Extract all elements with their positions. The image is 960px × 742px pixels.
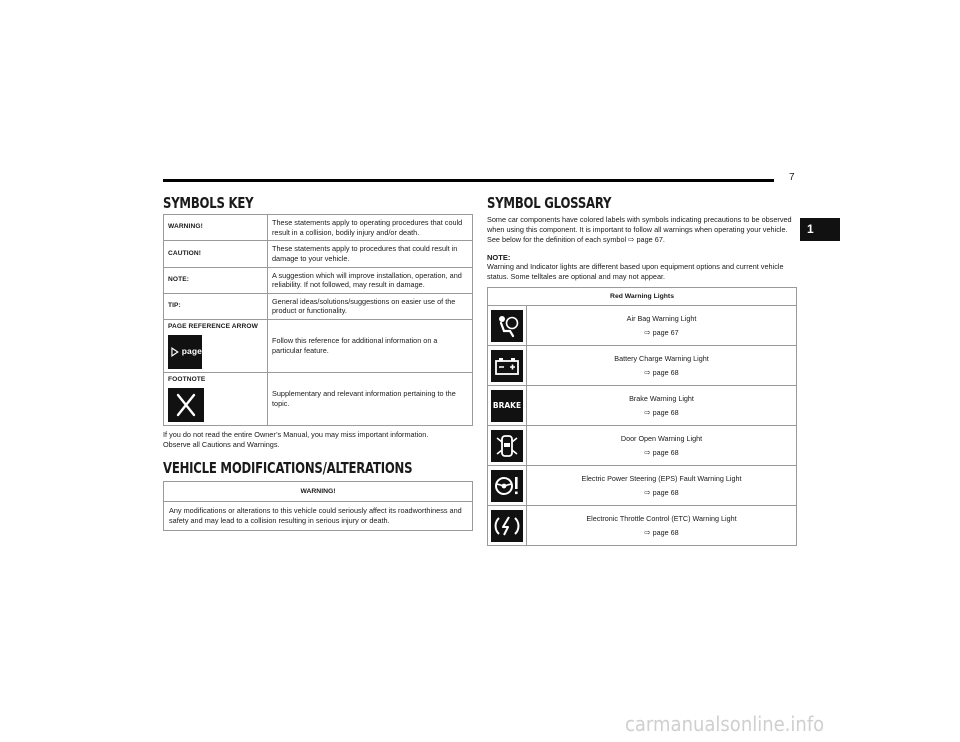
table-row <box>488 306 797 346</box>
table-row <box>164 502 473 531</box>
modifications-title: VEHICLE MODIFICATIONS/ALTERATIONS <box>163 459 413 477</box>
page-number: 7 <box>789 172 795 183</box>
brake-icon <box>491 390 523 422</box>
airbag-icon <box>491 310 523 342</box>
page-arrow-icon: ⇨ <box>628 235 635 245</box>
page-arrow-icon: ⇨ <box>644 527 651 537</box>
page-arrow-icon: ⇨ <box>644 407 651 417</box>
item-name: Brake Warning Light <box>629 394 694 403</box>
warning-text: Any modifications or alterations to this vehicle could seriously affect its roadworthiness and safety and may lead to a collision resulting in serious injury or death. <box>164 502 473 531</box>
table-row <box>488 466 797 506</box>
table-row <box>164 372 473 426</box>
table-row <box>164 267 473 293</box>
table-row <box>488 386 797 426</box>
modifications-warning-table <box>163 481 473 531</box>
glossary-intro <box>487 215 799 246</box>
brake-icon-text: BRAKE <box>492 401 522 410</box>
notice-line-2: Observe all Cautions and Warnings. <box>163 440 280 450</box>
table-row <box>488 426 797 466</box>
page-ref-link[interactable]: page 68 <box>652 407 679 417</box>
term-warning: WARNING! <box>164 215 268 241</box>
item-name: Electronic Throttle Control (ETC) Warning Light <box>586 514 737 523</box>
page-arrow-icon: ⇨ <box>644 327 651 337</box>
term-page-reference-arrow: PAGE REFERENCE ARROW <box>168 323 258 330</box>
page-ref-link[interactable]: page 68 <box>652 447 679 457</box>
term-caution: CAUTION! <box>164 241 268 267</box>
table-row <box>488 288 797 306</box>
warning-header: WARNING! <box>164 482 473 502</box>
term-tip: TIP: <box>164 293 268 319</box>
page-ref-link[interactable]: page 67 <box>652 327 679 337</box>
table-row <box>164 293 473 319</box>
door-open-icon <box>491 430 523 462</box>
chapter-tab[interactable]: 1 <box>800 218 840 241</box>
table-row <box>164 241 473 267</box>
footnote-icon <box>168 388 204 422</box>
definition-page-reference: Follow this reference for additional information on a particular feature. <box>268 320 473 373</box>
note-label: NOTE: <box>487 253 511 262</box>
definition-note: A suggestion which will improve installation, operation, and reliability. If not followed, may result in damage. <box>268 267 473 293</box>
table-row <box>488 346 797 386</box>
table-header: Red Warning Lights <box>488 288 797 306</box>
symbol-glossary-title: SYMBOL GLOSSARY <box>487 194 612 212</box>
item-name: Door Open Warning Light <box>620 434 703 443</box>
table-row <box>164 482 473 502</box>
page-ref-link[interactable]: page 68 <box>652 367 679 377</box>
notice-line-1: If you do not read the entire Owner’s Manual, you may miss important information. <box>163 430 429 439</box>
page-reference-icon-text: page <box>181 346 202 357</box>
table-row <box>488 506 797 546</box>
page-arrow-icon: ⇨ <box>644 367 651 377</box>
definition-caution: These statements apply to procedures that could result in damage to your vehicle. <box>268 241 473 267</box>
page-ref-link[interactable]: page 68 <box>652 527 679 537</box>
table-row <box>164 215 473 241</box>
definition-tip: General ideas/solutions/suggestions on easier use of the product or functionality. <box>268 293 473 319</box>
page-arrow-icon: ⇨ <box>644 447 651 457</box>
term-note: NOTE: <box>164 267 268 293</box>
note-text: Warning and Indicator lights are different based upon equipment options and current vehicle status. Some telltales are optional and may not appear. <box>487 262 784 282</box>
symbols-key-table <box>163 214 473 426</box>
table-row <box>164 320 473 373</box>
term-footnote: FOOTNOTE <box>168 375 206 383</box>
glossary-intro-text: Some car components have colored labels with symbols indicating precautions to be observed when using this component. It is important to follow all warnings when operating your vehicle. See below for the definition of each symbol <box>487 215 792 245</box>
header-rule <box>163 179 774 182</box>
symbols-key-title: SYMBOLS KEY <box>163 194 254 212</box>
definition-footnote: Supplementary and relevant information pertaining to the topic. <box>268 372 473 426</box>
item-name: Air Bag Warning Light <box>626 314 697 323</box>
definition-warning: These statements apply to operating procedures that could result in a collision, bodily injury and/or death. <box>268 215 473 241</box>
item-name: Battery Charge Warning Light <box>614 354 709 363</box>
item-name: Electric Power Steering (EPS) Fault Warning Light <box>581 474 742 483</box>
glossary-intro-ref[interactable]: page 67. <box>636 235 665 245</box>
owners-manual-notice <box>163 430 428 450</box>
throttle-control-icon <box>491 510 523 542</box>
battery-icon <box>491 350 523 382</box>
page-ref-link[interactable]: page 68 <box>652 487 679 497</box>
page-reference-arrow-icon <box>168 335 202 369</box>
page-arrow-icon: ⇨ <box>644 487 651 497</box>
watermark: carmanualsonline.info <box>625 712 825 736</box>
steering-fault-icon <box>491 470 523 502</box>
red-warning-lights-table <box>487 287 797 546</box>
